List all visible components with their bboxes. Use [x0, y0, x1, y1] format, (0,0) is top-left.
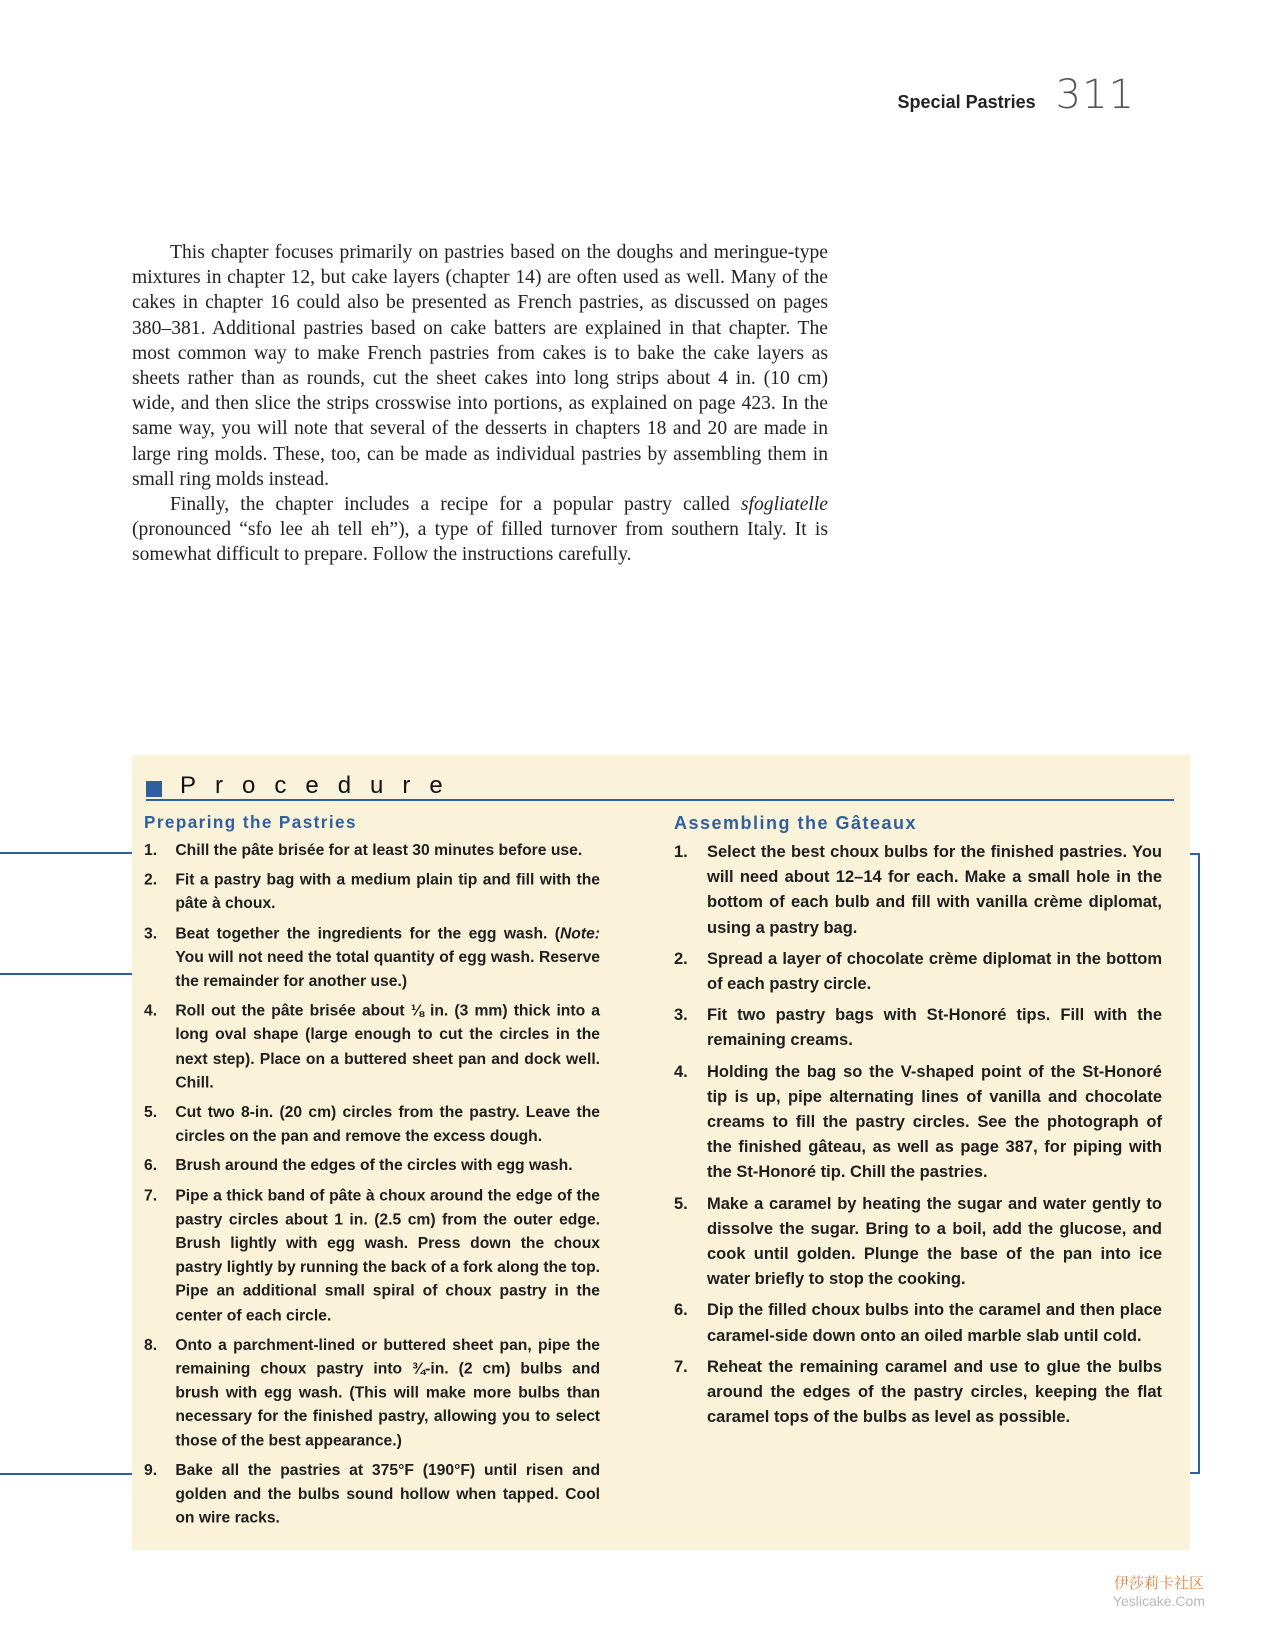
- section-heading: Preparing the Pastries: [144, 813, 357, 833]
- intro-text-run: (pronounced “sfo lee ah tell eh”), a type of filled turnover from southern Italy. It is somewhat difficult to prepare. Follow the instructions carefully.: [132, 519, 828, 566]
- step-number: 5.: [144, 1103, 158, 1121]
- step-text-run: You will not need the total quantity of egg wash. Reserve the remainder for another use.): [175, 948, 601, 990]
- watermark-cn: 伊莎莉卡社区: [1113, 1574, 1204, 1592]
- intro-text-run: Finally, the chapter includes a recipe for a popular pastry called: [170, 494, 741, 516]
- step-number: 5.: [674, 1194, 688, 1213]
- step-text: Holding the bag so the V-shaped point of the St-Honoré tip is up, pipe alternating lines of vanilla and chocolate creams to fill the pastry circles. See the photograph of the finished gâteau, as well as page 387, for piping with the St-Honoré tip. Chill the pastries.: [707, 1062, 1162, 1182]
- step-text: Bake all the pastries at 375°F (190°F) until risen and golden and the bulbs sound hollow when tapped. Cool on wire racks.: [175, 1461, 601, 1527]
- site-watermark: [1113, 1572, 1205, 1609]
- steps-list: [674, 840, 1162, 1430]
- preparing-column: [144, 813, 600, 1536]
- step-text: Reheat the remaining caramel and use to glue the bulbs around the edges of the pastry circles, keeping the flat caramel tops of the bulbs as level as possible.: [707, 1357, 1162, 1427]
- step-text: Dip the filled choux bulbs into the caramel and then place caramel-side down onto an oiled marble slab until cold.: [707, 1301, 1162, 1345]
- step-item: [144, 1184, 600, 1328]
- step-number: 1.: [144, 841, 158, 859]
- step-text: [175, 922, 600, 994]
- margin-rule: [0, 973, 132, 975]
- step-item: [144, 1459, 600, 1531]
- step-text: Spread a layer of chocolate crème diplomat in the bottom of each pastry circle.: [707, 949, 1162, 994]
- step-text: Fit two pastry bags with St-Honoré tips. Fill with the remaining creams.: [707, 1006, 1162, 1050]
- running-header-title: Special Pastries: [897, 92, 1036, 112]
- step-item: [674, 947, 1162, 997]
- procedure-title: Procedure: [180, 772, 462, 799]
- step-number: 3.: [144, 924, 158, 942]
- step-number: 3.: [674, 1006, 688, 1025]
- step-item: [674, 1355, 1162, 1431]
- note-label: Note:: [559, 924, 601, 942]
- step-text: Pipe a thick band of pâte à choux around the edge of the pastry circles about 1 in. (2.5 cm) from the outer edge. Brush lightly with egg wash. Press down the choux pastry lightly by running the back of a fork along the top. Pipe an additional small spiral of choux pastry in the center of each circle.: [175, 1186, 601, 1324]
- section-heading: Assembling the Gâteaux: [674, 813, 918, 833]
- square-bullet-icon: [146, 781, 162, 797]
- intro-text: [132, 240, 828, 568]
- step-item: [674, 840, 1162, 941]
- step-item: [144, 839, 600, 863]
- step-item: [144, 1334, 600, 1454]
- step-item: [144, 1154, 600, 1178]
- step-text: Onto a parchment-lined or buttered sheet pan, pipe the remaining choux pastry into ¾-in. (2 cm) bulbs and brush with egg wash. (This will make more bulbs than necessary for the finished pastry, allowing you to select those of the best appearance.): [175, 1336, 601, 1450]
- step-number: 4.: [144, 1002, 158, 1020]
- step-number: 4.: [674, 1062, 688, 1081]
- step-item: [674, 1298, 1162, 1348]
- step-text: Select the best choux bulbs for the finished pastries. You will need about 12–14 for each. Make a small hole in the bottom of each bulb and fill with vanilla crème diplomat, using a pastry bag.: [707, 843, 1162, 937]
- intro-paragraph: This chapter focuses primarily on pastries based on the doughs and meringue-type mixtures in chapter 12, but cake layers (chapter 14) are often used as well. Many of the cakes in chapter 16 could also be presented as French pastries, as discussed on pages 380–381. Additional pastries based on cake batters are explained in that chapter. The most common way to make French pastries from cakes is to bake the cake layers as sheets rather than as rounds, cut the sheet cakes into long strips about 4 in. (10 cm) wide, and then slice the strips crosswise into portions, as explained on page 423. In the same way, you will note that several of the desserts in chapters 18 and 20 are made in large ring molds. These, too, can be made as individual pastries by assembling them in small ring molds instead.: [132, 242, 828, 490]
- step-item: [674, 1192, 1162, 1293]
- margin-rule: [0, 852, 132, 854]
- step-text: Cut two 8-in. (20 cm) circles from the pastry. Leave the circles on the pan and remove the excess dough.: [175, 1103, 601, 1145]
- intro-paragraph: [132, 492, 828, 568]
- italic-term: sfogliatelle: [740, 494, 828, 516]
- step-number: 2.: [674, 949, 688, 968]
- step-text: Roll out the pâte brisée about ⅛ in. (3 mm) thick into a long oval shape (large enough to cut the circles in the next step). Place on a buttered sheet pan and dock well. Chill.: [175, 1002, 601, 1092]
- step-number: 7.: [674, 1357, 688, 1376]
- steps-list: [144, 839, 600, 1531]
- step-text: Chill the pâte brisée for at least 30 minutes before use.: [175, 841, 583, 859]
- step-number: 8.: [144, 1336, 158, 1354]
- procedure-heading: [146, 769, 1174, 801]
- step-item: [144, 868, 600, 916]
- step-number: 1.: [674, 843, 688, 861]
- step-number: 7.: [144, 1186, 158, 1205]
- step-number: 2.: [144, 871, 158, 889]
- running-header: [898, 72, 1135, 118]
- step-text: Brush around the edges of the circles with egg wash.: [175, 1157, 573, 1175]
- step-item: [674, 1003, 1162, 1053]
- assembling-column: [674, 813, 1162, 1436]
- step-text-run: Beat together the ingredients for the egg wash. (: [175, 924, 560, 942]
- step-number: 6.: [144, 1157, 158, 1175]
- margin-rule: [0, 1473, 132, 1475]
- step-item: [674, 1060, 1162, 1186]
- page-number: 311: [1055, 72, 1135, 118]
- watermark-en: Yeslicake.Com: [1112, 1593, 1205, 1609]
- step-item: [144, 922, 600, 994]
- procedure-box: [132, 755, 1190, 1550]
- step-item: [144, 1101, 600, 1149]
- step-item: [144, 999, 600, 1095]
- step-text: Make a caramel by heating the sugar and water gently to dissolve the sugar. Bring to a boil, add the glucose, and cook until golden. Plunge the base of the pan into ice water briefly to stop the cooking.: [707, 1194, 1162, 1289]
- step-number: 6.: [674, 1301, 688, 1320]
- step-text: Fit a pastry bag with a medium plain tip and fill with the pâte à choux.: [175, 871, 601, 913]
- step-number: 9.: [144, 1461, 158, 1479]
